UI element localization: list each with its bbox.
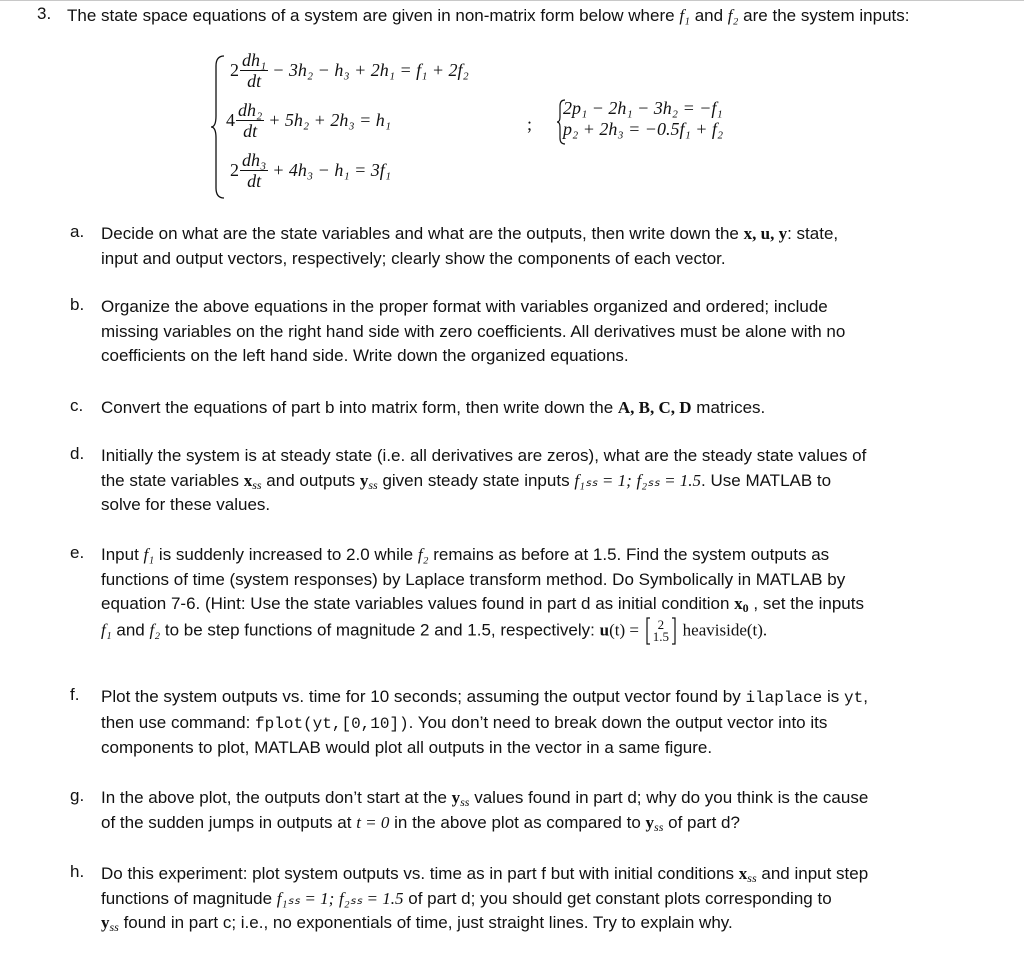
part-e-text-1a: Input — [101, 545, 139, 564]
eq1-num: dh₁ — [242, 50, 267, 70]
part-g-yss-sub: ss — [460, 795, 470, 809]
part-h-f2ss: f₂ₛₛ = 1.5 — [338, 888, 404, 908]
part-h-text-1a: Do this experiment: plot system outputs vs. time as in part f but with initial conditions — [101, 864, 735, 883]
part-d-text-2c: given steady state inputs — [382, 470, 570, 490]
part-d-f2ss: f₂ₛₛ = 1.5 — [636, 470, 702, 490]
part-b-label: b. — [70, 295, 85, 314]
eq1-derivative — [240, 50, 268, 91]
part-e-label: e. — [70, 543, 85, 562]
part-d-text-2a: the state variables — [101, 470, 239, 490]
part-d-xss-sub: ss — [252, 477, 262, 492]
part-f-text-2b: . You don’t need to break down the output vector into its — [408, 712, 828, 732]
part-f-ilaplace: ilaplace — [745, 689, 823, 707]
part-g-yss-b-sub: ss — [654, 819, 664, 834]
part-a-label: a. — [70, 222, 85, 241]
eq3-derivative — [240, 150, 268, 191]
part-h-yss: y — [101, 913, 110, 932]
vector-entries — [651, 616, 671, 644]
part-e-text-4a: and — [116, 619, 145, 639]
intro-and: and — [694, 6, 724, 25]
equation-system-right — [563, 98, 723, 140]
part-e-heaviside-arg: (t). — [746, 619, 768, 639]
part-c-text-2: matrices. — [696, 398, 766, 417]
part-b-line-1: Organize the above equations in the proper format with variables organized and ordered; include — [101, 297, 828, 316]
part-g-yss-b: y — [645, 812, 655, 832]
part-c-text — [101, 396, 981, 421]
eq2-den: dt — [243, 121, 258, 141]
part-e-text — [101, 543, 981, 645]
equation-3 — [230, 150, 391, 191]
part-h-text-2a: functions of magnitude — [101, 888, 273, 908]
eq3-coef: 2 — [230, 160, 239, 180]
part-h-text-3: found in part c; i.e., no exponentials of time, just straight lines. Try to explain why. — [123, 913, 733, 932]
part-f-text-1c: , — [863, 687, 868, 706]
part-f-fplot: fplot(yt,[0,10]) — [255, 714, 409, 733]
part-h-f1ss: f₁ₛₛ = 1; — [276, 888, 335, 908]
part-h-xss-sub: ss — [747, 871, 757, 885]
part-f-text-2a: then use command: — [101, 712, 251, 732]
part-h-text-2b: of part d; you should get constant plots corresponding to — [408, 888, 832, 908]
part-a-text-2: : state, — [787, 224, 839, 243]
eq1-rest: − 3h₂ − h₃ + 2h₁ = f₁ + 2f₂ — [272, 60, 469, 80]
vector-entry-top: 2 — [657, 616, 665, 632]
part-g-t0: t = 0 — [356, 812, 390, 832]
part-h-yss-sub: ss — [109, 920, 119, 934]
part-f-text-1b: is — [827, 687, 840, 706]
part-c-label: c. — [70, 396, 84, 415]
eq2-rest: + 5h₂ + 2h₃ = h₁ — [268, 110, 391, 130]
vector-entry-bottom: 1.5 — [652, 628, 669, 644]
part-a-text — [101, 222, 981, 271]
part-g-text-2c: of part d? — [668, 812, 740, 832]
equation-system-left — [200, 50, 520, 202]
part-g-text-1a: In the above plot, the outputs don’t start at the — [101, 788, 447, 807]
part-h-text — [101, 862, 981, 936]
part-h-xss: x — [738, 864, 748, 883]
part-h-label: h. — [70, 862, 85, 881]
intro-text-2: are the system inputs: — [743, 6, 910, 25]
part-e-text-1b: is suddenly increased to 2.0 while — [158, 545, 414, 564]
part-b-line-2: missing variables on the right hand side with zero coefficients. All derivatives must be alone with no — [101, 321, 846, 341]
part-g-text — [101, 786, 981, 835]
part-e-text-1c: remains as before at 1.5. Find the system outputs as — [433, 545, 830, 564]
part-g-yss: y — [451, 788, 461, 807]
part-f-yt: yt — [844, 689, 864, 707]
intro-text-1: The state space equations of a system are given in non-matrix form below where — [67, 6, 675, 25]
eq2-num: dh₂ — [238, 100, 263, 120]
eq2-derivative — [236, 100, 264, 141]
part-a-text-3: input and output vectors, respectively; clearly show the components of each vector. — [101, 248, 726, 268]
part-b-text — [101, 295, 981, 369]
part-c-matrices: A, B, C, D — [617, 398, 692, 417]
part-d-text — [101, 444, 981, 518]
part-d-yss: y — [359, 470, 369, 490]
part-e-x0-sub: 0 — [742, 601, 749, 615]
part-e-input-vector — [646, 617, 676, 645]
part-d-line-3: solve for these values. — [101, 495, 271, 514]
part-c-text-1: Convert the equations of part b into matrix form, then write down the — [101, 398, 614, 417]
top-border — [0, 0, 1024, 1]
output-equation-2: p₂ + 2h₃ = −0.5f₁ + f₂ — [563, 119, 724, 139]
part-f-text — [101, 685, 981, 761]
output-equation-1: 2p₁ − 2h₁ − 3h₂ = −f₁ — [563, 98, 723, 118]
question-intro — [67, 4, 967, 28]
part-h-text-1b: and input step — [761, 864, 869, 883]
left-brace — [210, 54, 226, 200]
eq3-den: dt — [247, 171, 262, 191]
eq3-rest: + 4h₃ − h₁ = 3f₁ — [272, 160, 391, 180]
intro-f1: f₁ — [679, 6, 690, 25]
eq1-coef: 2 — [230, 60, 239, 80]
part-e-f2: f₂ — [417, 545, 429, 564]
equation-1 — [230, 50, 469, 91]
equation-separator: ; — [527, 114, 533, 134]
part-g-label: g. — [70, 786, 85, 805]
part-d-yss-sub: ss — [368, 477, 378, 492]
vector-right-bracket — [671, 617, 676, 645]
part-e-heaviside: heaviside — [682, 619, 747, 639]
part-b-line-3: coefficients on the left hand side. Write down the organized equations. — [101, 346, 629, 365]
part-f-label: f. — [70, 685, 80, 704]
part-f-text-1a: Plot the system outputs vs. time for 10 seconds; assuming the output vector found by — [101, 687, 741, 706]
part-d-text-2d: . Use MATLAB to — [701, 470, 832, 490]
part-d-line-1: Initially the system is at steady state (i.e. all derivatives are zeros), what are the steady state values of — [101, 446, 867, 465]
eq3-num: dh₃ — [242, 150, 267, 170]
part-e-text-4b: to be step functions of magnitude 2 and 1.5, respectively: — [164, 619, 595, 639]
part-f-line-3: components to plot, MATLAB would plot all outputs in the vector in a same figure. — [101, 738, 713, 757]
eq2-coef: 4 — [226, 110, 235, 130]
intro-f2: f₂ — [727, 6, 739, 25]
part-g-text-2a: of the sudden jumps in outputs at — [101, 812, 352, 832]
part-e-u: u — [599, 619, 610, 639]
part-a-text-1: Decide on what are the state variables and what are the outputs, then write down the — [101, 224, 739, 243]
part-a-vectors: x, u, y — [743, 224, 788, 243]
part-e-u-arg: (t) = — [609, 619, 639, 639]
part-d-xss: x — [243, 470, 253, 490]
part-e-text-3b: , set the inputs — [753, 594, 864, 613]
part-d-label: d. — [70, 444, 85, 463]
part-e-f1: f₁ — [143, 545, 155, 564]
part-g-text-1b: values found in part d; why do you think is the cause — [474, 788, 869, 807]
equation-2 — [226, 100, 391, 141]
eq1-den: dt — [247, 71, 262, 91]
part-e-f1-b: f₁ — [101, 619, 112, 639]
part-d-text-2b: and outputs — [266, 470, 356, 490]
part-e-x0: x — [734, 594, 743, 613]
part-g-text-2b: in the above plot as compared to — [394, 812, 641, 832]
part-e-text-3a: equation 7-6. (Hint: Use the state variables values found in part d as initial condition — [101, 594, 730, 613]
part-e-line-2: functions of time (system responses) by Laplace transform method. Do Symbolically in MATLAB by — [101, 569, 846, 589]
part-e-f2-b: f₂ — [149, 619, 161, 639]
part-d-f1ss: f₁ₛₛ = 1; — [574, 470, 632, 490]
question-number: 3. — [37, 4, 52, 23]
